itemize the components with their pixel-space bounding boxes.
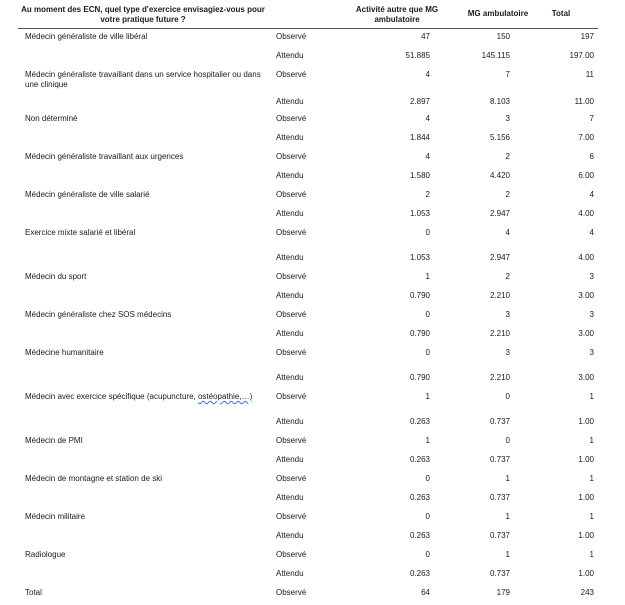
expected-activite-value: 0.263 [409,531,430,540]
row-label: Médecin militaire [25,512,86,521]
expected-activite-value: 0.263 [409,417,430,426]
observed-total-value: 3 [589,348,594,357]
expected-total-value: 197.00 [569,51,594,60]
observed-activite-value: 0 [425,474,430,483]
expected-activite-value: 1.053 [409,209,430,218]
expected-label: Attendu [276,171,304,180]
total-mg-value: 179 [496,588,510,597]
observed-mg-value: 3 [505,310,510,319]
expected-label: Attendu [276,291,304,300]
observed-label: Observé [276,436,307,445]
expected-label: Attendu [276,493,304,502]
observed-mg-value: 2 [505,190,510,199]
expected-activite-value: 0.790 [409,373,430,382]
expected-label: Attendu [276,569,304,578]
expected-total-value: 6.00 [578,171,594,180]
expected-mg-value: 0.737 [489,569,510,578]
expected-mg-value: 0.737 [489,531,510,540]
row-label: Médecin généraliste de ville libéral [25,32,148,41]
total-label: Total [25,588,42,597]
observed-total-value: 1 [589,550,594,559]
expected-total-value: 1.00 [578,531,594,540]
expected-label: Attendu [276,455,304,464]
observed-activite-value: 4 [425,152,430,161]
expected-label: Attendu [276,133,304,142]
observed-mg-value: 2 [505,152,510,161]
observed-mg-value: 3 [505,114,510,123]
observed-activite-value: 47 [421,32,430,41]
observed-total-value: 3 [589,310,594,319]
observed-total-value: 1 [589,474,594,483]
total-total-value: 243 [580,588,594,597]
observed-total-value: 197 [580,32,594,41]
expected-label: Attendu [276,329,304,338]
expected-label: Attendu [276,253,304,262]
expected-activite-value: 51.885 [405,51,430,60]
row-label: Médecin généraliste de ville salarié [25,190,150,199]
observed-activite-value: 0 [425,550,430,559]
observed-activite-value: 4 [425,114,430,123]
row-label-text: Médecin avec exercice spécifique (acupuncture, [25,392,198,401]
row-label: Médecine humanitaire [25,348,104,357]
observed-mg-value: 1 [505,474,510,483]
observed-total-value: 1 [589,392,594,401]
observed-mg-value: 3 [505,348,510,357]
expected-activite-value: 0.263 [409,569,430,578]
expected-activite-value: 0.263 [409,455,430,464]
expected-activite-value: 1.844 [409,133,430,142]
expected-total-value: 1.00 [578,455,594,464]
observed-total-value: 6 [589,152,594,161]
observed-label: Observé [276,348,307,357]
total-activite-value: 64 [421,588,430,597]
observed-mg-value: 7 [505,70,510,79]
row-label: Exercice mixte salarié et libéral [25,228,136,237]
observed-label: Observé [276,114,307,123]
expected-mg-value: 145.115 [481,51,510,60]
expected-mg-value: 5.156 [489,133,510,142]
expected-total-value: 4.00 [578,209,594,218]
observed-label: Observé [276,228,307,237]
observed-total-value: 1 [589,436,594,445]
observed-mg-value: 0 [505,392,510,401]
observed-activite-value: 4 [425,70,430,79]
row-label [25,392,270,402]
expected-label: Attendu [276,373,304,382]
observed-label: Observé [276,70,307,79]
observed-total-value: 4 [589,228,594,237]
expected-label: Attendu [276,417,304,426]
row-label: Radiologue [25,550,66,559]
expected-label: Attendu [276,531,304,540]
expected-total-value: 1.00 [578,569,594,578]
observed-label: Observé [276,474,307,483]
header-activite-autre: Activité autre que MG ambulatoire [355,5,439,24]
observed-activite-value: 0 [425,228,430,237]
expected-activite-value: 0.790 [409,291,430,300]
observed-activite-value: 1 [425,392,430,401]
observed-activite-value: 0 [425,348,430,357]
expected-total-value: 3.00 [578,291,594,300]
observed-label: Observé [276,392,307,401]
expected-activite-value: 0.263 [409,493,430,502]
observed-label: Observé [276,550,307,559]
expected-total-value: 1.00 [578,417,594,426]
expected-activite-value: 1.580 [409,171,430,180]
expected-label: Attendu [276,51,304,60]
row-label-spellcheck-text: ostéopathie,…) [197,392,253,401]
header-total: Total [551,9,571,18]
observed-total-value: 7 [589,114,594,123]
observed-mg-value: 1 [505,512,510,521]
expected-activite-value: 0.790 [409,329,430,338]
expected-total-value: 3.00 [578,373,594,382]
row-label: Médecin du sport [25,272,87,281]
header-question: Au moment des ECN, quel type d'exercice envisagiez-vous pour votre pratique future ? [21,5,265,24]
observed-activite-value: 1 [425,272,430,281]
expected-mg-value: 2.210 [489,373,510,382]
expected-mg-value: 0.737 [489,455,510,464]
expected-total-value: 11.00 [574,97,594,106]
expected-total-value: 1.00 [578,493,594,502]
row-label: Médecin généraliste travaillant dans un service hospitalier ou dans une clinique [25,70,261,89]
header-divider [18,28,598,29]
observed-label: Observé [276,152,307,161]
expected-total-value: 4.00 [578,253,594,262]
observed-label: Observé [276,190,307,199]
observed-total-value: 1 [589,512,594,521]
observed-total-value: 11 [585,70,594,79]
expected-label: Attendu [276,209,304,218]
row-label: Médecin de montagne et station de ski [25,474,162,483]
expected-mg-value: 2.210 [489,291,510,300]
observed-label: Observé [276,512,307,521]
total-observed-label: Observé [276,588,307,597]
expected-mg-value: 8.103 [489,97,510,106]
row-label: Médecin généraliste chez SOS médecins [25,310,172,319]
header-mg-ambulatoire: MG ambulatoire [467,9,529,18]
row-label: Médecin de PMI [25,436,83,445]
observed-label: Observé [276,310,307,319]
expected-activite-value: 1.053 [409,253,430,262]
observed-label: Observé [276,32,307,41]
observed-mg-value: 150 [496,32,510,41]
observed-mg-value: 2 [505,272,510,281]
observed-activite-value: 0 [425,310,430,319]
expected-mg-value: 2.210 [489,329,510,338]
observed-mg-value: 1 [505,550,510,559]
observed-activite-value: 2 [425,190,430,199]
observed-mg-value: 4 [505,228,510,237]
observed-total-value: 3 [589,272,594,281]
observed-activite-value: 1 [425,436,430,445]
expected-total-value: 3.00 [578,329,594,338]
expected-mg-value: 2.947 [489,253,510,262]
row-label: Non déterminé [25,114,78,123]
observed-mg-value: 0 [505,436,510,445]
expected-mg-value: 2.947 [489,209,510,218]
expected-mg-value: 4.420 [489,171,510,180]
expected-mg-value: 0.737 [489,493,510,502]
observed-total-value: 4 [589,190,594,199]
observed-activite-value: 0 [425,512,430,521]
expected-label: Attendu [276,97,304,106]
expected-activite-value: 2.897 [409,97,430,106]
observed-label: Observé [276,272,307,281]
expected-total-value: 7.00 [578,133,594,142]
row-label: Médecin généraliste travaillant aux urgences [25,152,184,161]
expected-mg-value: 0.737 [489,417,510,426]
